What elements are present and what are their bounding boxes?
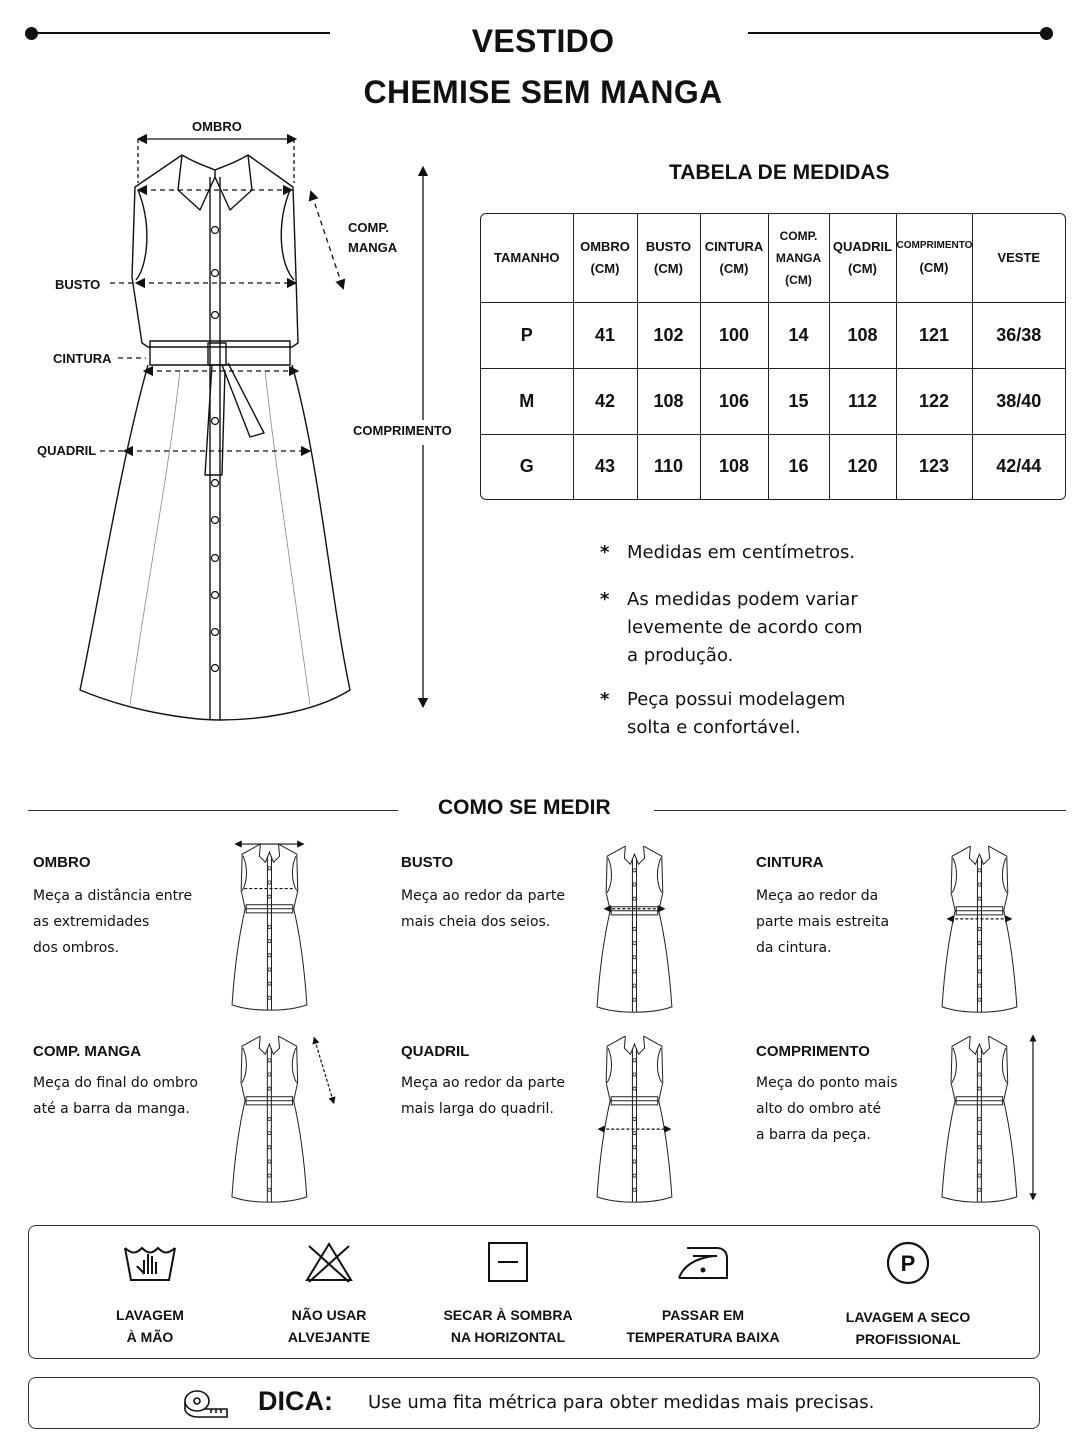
cell-cintura: 106 <box>700 368 768 434</box>
howto-ombro-title: OMBRO <box>33 854 91 871</box>
tip-text: Use uma fita métrica para obter medidas mais precisas. <box>368 1392 875 1413</box>
cell-veste: 42/44 <box>972 434 1065 499</box>
howto-line: mais larga do quadril. <box>401 1101 554 1117</box>
header-comp-manga: COMP. MANGA (CM) <box>768 214 829 302</box>
howto-comp-manga-text <box>33 1070 208 1122</box>
care-iron-low <box>613 1240 793 1348</box>
howto-ombro-text <box>33 883 208 961</box>
note-2-line: As medidas podem variar <box>627 589 858 610</box>
label-quadril: QUADRIL <box>37 443 97 458</box>
label-comp-manga-2: MANGA <box>348 240 398 255</box>
howto-cintura-title: CINTURA <box>756 854 824 871</box>
size-table <box>480 213 1066 500</box>
size-table-title: TABELA DE MEDIDAS <box>669 161 890 184</box>
howto-line: Meça ao redor da parte <box>401 888 565 904</box>
cell-comp-manga: 15 <box>768 368 829 434</box>
howto-line: alto do ombro até <box>756 1101 882 1117</box>
header-tamanho: TAMANHO <box>481 214 573 302</box>
header-quadril: QUADRIL (CM) <box>829 214 896 302</box>
cell-comprimento: 121 <box>896 302 972 368</box>
care-label-line: PROFISSIONAL <box>855 1331 961 1347</box>
care-label-line: LAVAGEM A SECO <box>845 1309 971 1325</box>
howto-line: Meça do ponto mais <box>756 1075 898 1091</box>
note-3-line: solta e confortável. <box>627 717 801 738</box>
mini-dress-comp-manga <box>225 1030 340 1210</box>
cell-quadril: 108 <box>829 302 896 368</box>
label-comp-manga-1: COMP. <box>348 220 389 235</box>
howto-line: mais cheia dos seios. <box>401 914 551 930</box>
cell-ombro: 41 <box>573 302 637 368</box>
cell-cintura: 100 <box>700 302 768 368</box>
howto-line: Meça a distância entre <box>33 888 193 904</box>
howto-line: dos ombros. <box>33 940 120 956</box>
cell-quadril: 112 <box>829 368 896 434</box>
svg-text:P: P <box>900 1251 916 1276</box>
mini-dress-quadril <box>590 1030 685 1210</box>
header-busto: BUSTO (CM) <box>637 214 700 302</box>
care-hand-wash <box>60 1240 240 1348</box>
mini-dress-cintura <box>935 840 1030 1020</box>
care-label-line: SECAR À SOMBRA <box>443 1307 573 1323</box>
howto-line: da cintura. <box>756 940 832 956</box>
asterisk-icon: * <box>600 542 610 563</box>
mini-dress-comprimento <box>935 1030 1045 1210</box>
table-row <box>481 302 1065 368</box>
cell-cintura: 108 <box>700 434 768 499</box>
howto-comprimento-text <box>756 1070 931 1148</box>
howto-line: as extremidades <box>33 914 150 930</box>
note-3-line: Peça possui modelagem <box>627 689 846 710</box>
cell-comprimento: 123 <box>896 434 972 499</box>
howto-comp-manga-title: COMP. MANGA <box>33 1043 142 1060</box>
howto-line: Meça ao redor da parte <box>401 1075 565 1091</box>
howto-busto-title: BUSTO <box>401 854 454 871</box>
howto-cintura-text <box>756 883 931 961</box>
dry-clean-p-icon <box>885 1240 931 1286</box>
header-ombro: OMBRO (CM) <box>573 214 637 302</box>
cell-ombro: 43 <box>573 434 637 499</box>
asterisk-icon: * <box>600 689 610 710</box>
header-comprimento: COMPRIMENTO (CM) <box>896 214 972 302</box>
cell-ombro: 42 <box>573 368 637 434</box>
no-bleach-icon <box>303 1240 355 1284</box>
dry-flat-shade-icon <box>486 1240 530 1284</box>
mini-dress-busto <box>590 840 685 1020</box>
care-dry-flat <box>418 1240 598 1348</box>
howto-quadril-title: QUADRIL <box>401 1043 470 1060</box>
care-label-line: NA HORIZONTAL <box>450 1329 566 1345</box>
cell-quadril: 120 <box>829 434 896 499</box>
title-line-1: VESTIDO <box>471 23 615 59</box>
care-label-line: NÃO USAR <box>291 1307 367 1323</box>
care-label-line: ALVEJANTE <box>287 1329 371 1345</box>
cell-busto: 102 <box>637 302 700 368</box>
measuring-tape-icon <box>183 1388 229 1418</box>
label-comprimento: COMPRIMENTO <box>353 423 452 438</box>
label-ombro: OMBRO <box>192 119 242 134</box>
table-row <box>481 368 1065 434</box>
howto-line: até a barra da manga. <box>33 1101 190 1117</box>
cell-size: G <box>481 434 573 499</box>
howto-line: Meça do final do ombro <box>33 1075 198 1091</box>
howto-busto-text <box>401 883 576 935</box>
mini-dress-ombro <box>225 838 320 1018</box>
note-2-line: levemente de acordo com <box>627 617 863 638</box>
care-label-line: À MÃO <box>126 1329 174 1345</box>
section-rule-left <box>28 810 398 811</box>
table-row <box>481 434 1065 499</box>
cell-comp-manga: 16 <box>768 434 829 499</box>
howto-line: a barra da peça. <box>756 1127 871 1143</box>
cell-comprimento: 122 <box>896 368 972 434</box>
label-busto: BUSTO <box>55 277 101 292</box>
care-label-line: LAVAGEM <box>116 1307 184 1323</box>
cell-busto: 108 <box>637 368 700 434</box>
cell-busto: 110 <box>637 434 700 499</box>
tip-label: DICA: <box>258 1386 333 1416</box>
howto-line: Meça ao redor da <box>756 888 879 904</box>
care-label-line: TEMPERATURA BAIXA <box>626 1329 780 1345</box>
header-veste: VESTE <box>972 214 1065 302</box>
header-cintura: CINTURA (CM) <box>700 214 768 302</box>
size-table-header-row <box>481 214 1065 302</box>
howto-line: parte mais estreita <box>756 914 890 930</box>
cell-veste: 38/40 <box>972 368 1065 434</box>
care-no-bleach <box>239 1240 419 1348</box>
iron-low-icon <box>673 1240 733 1284</box>
hand-wash-icon <box>122 1240 178 1284</box>
care-dry-clean <box>818 1240 998 1350</box>
howto-comprimento-title: COMPRIMENTO <box>756 1043 870 1060</box>
note-2-line: a produção. <box>627 645 734 666</box>
cell-veste: 36/38 <box>972 302 1065 368</box>
howto-quadril-text <box>401 1070 576 1122</box>
label-cintura: CINTURA <box>53 351 112 366</box>
cell-size: M <box>481 368 573 434</box>
care-label-line: PASSAR EM <box>661 1307 745 1323</box>
asterisk-icon: * <box>600 589 610 610</box>
cell-comp-manga: 14 <box>768 302 829 368</box>
cell-size: P <box>481 302 573 368</box>
note-1-line: Medidas em centímetros. <box>627 542 856 563</box>
title-line-2: CHEMISE SEM MANGA <box>363 74 723 110</box>
section-rule-right <box>654 810 1066 811</box>
how-to-title: COMO SE MEDIR <box>438 796 611 819</box>
